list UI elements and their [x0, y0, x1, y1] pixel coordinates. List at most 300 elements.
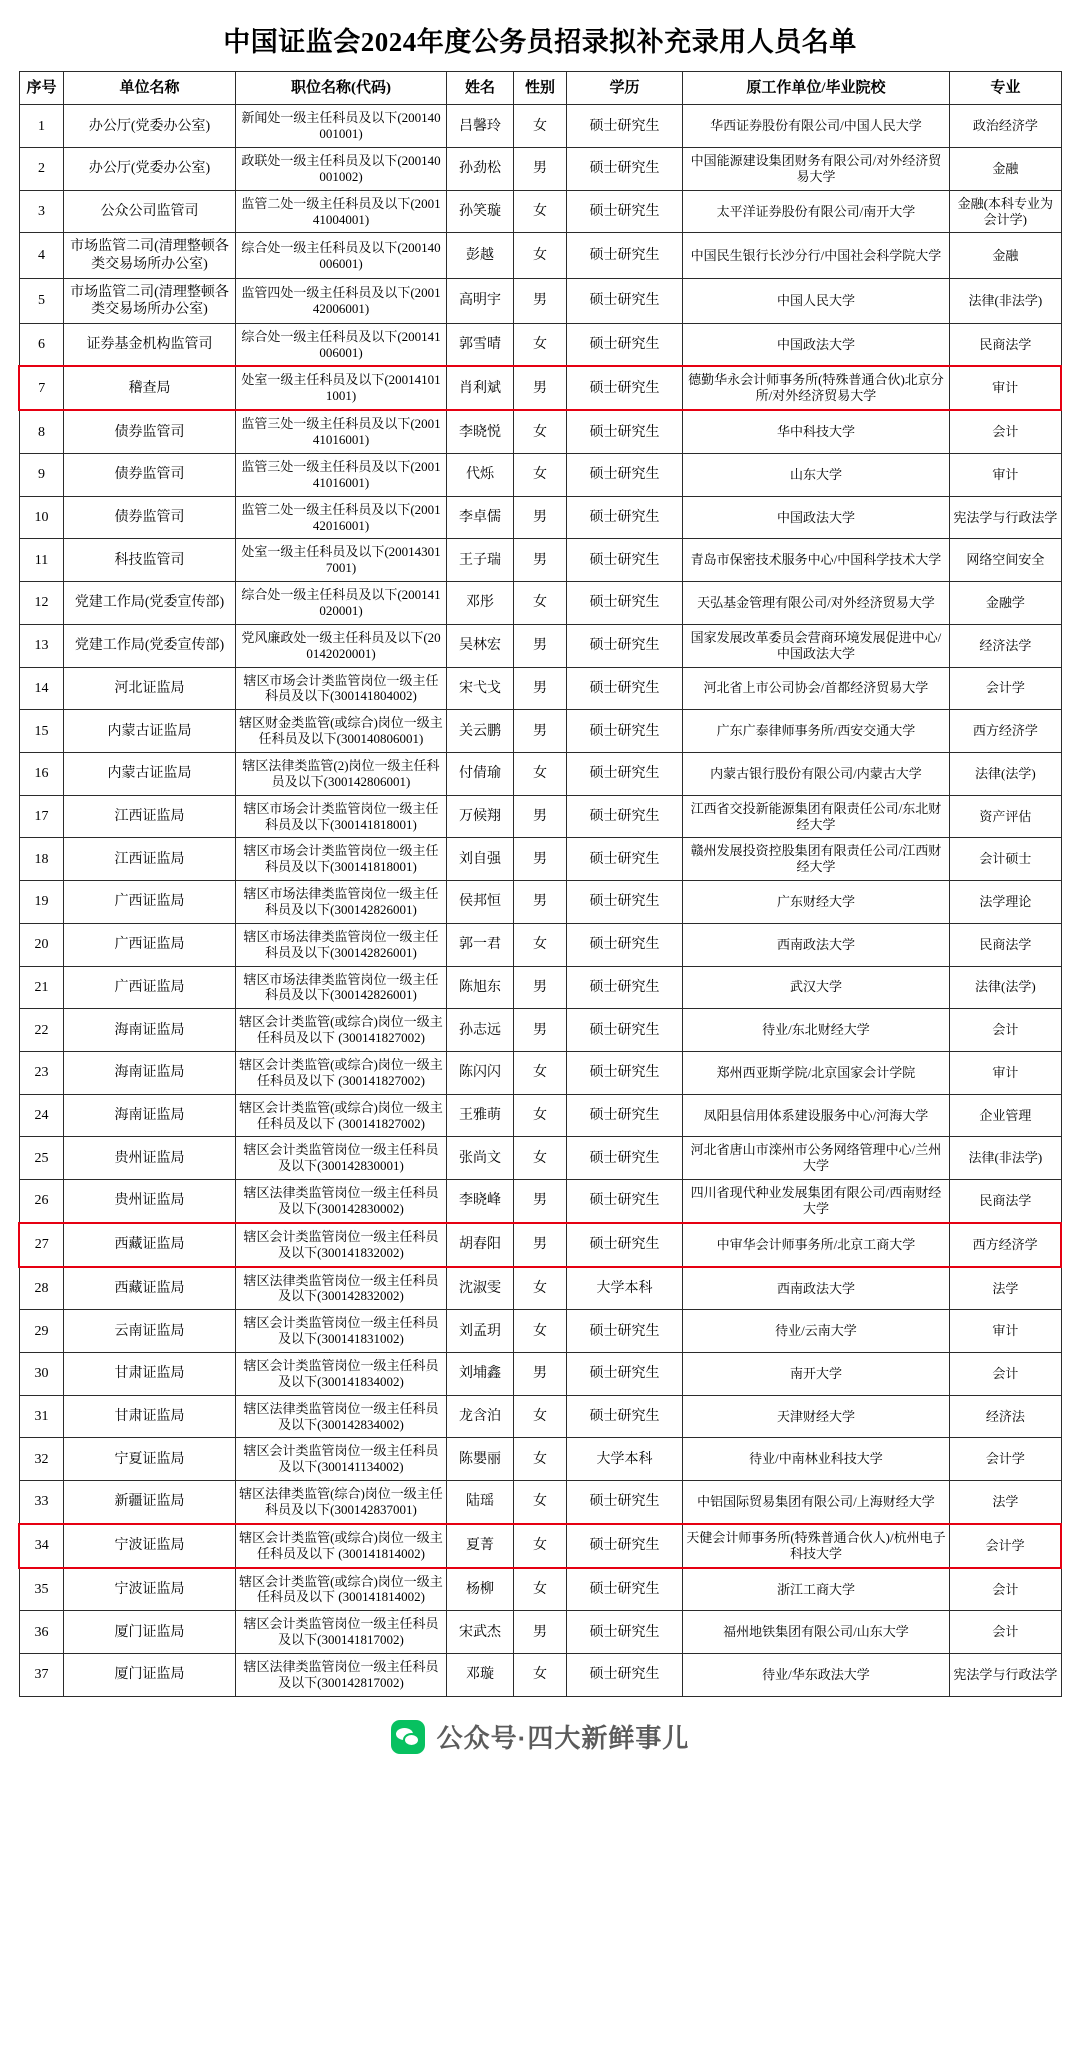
cell-post: 监管三处一级主任科员及以下(200141016001) [235, 453, 447, 496]
cell-gender: 男 [513, 1353, 566, 1396]
cell-gender: 男 [513, 148, 566, 191]
cell-organization: 天健会计师事务所(特殊普通合伙人)/杭州电子科技大学 [682, 1524, 949, 1568]
cell-unit: 广西证监局 [64, 923, 235, 966]
cell-post: 辖区会计类监管(或综合)岗位一级主任科员及以下 (300141827002) [235, 1094, 447, 1137]
cell-major: 会计学 [950, 1524, 1061, 1568]
table-row [19, 1481, 1061, 1524]
cell-post: 辖区会计类监管(或综合)岗位一级主任科员及以下 (300141827002) [235, 1009, 447, 1052]
table-row [19, 233, 1061, 278]
cell-education: 硕士研究生 [567, 105, 683, 148]
table-row [19, 624, 1061, 667]
cell-index: 2 [19, 148, 64, 191]
cell-major: 民商法学 [950, 923, 1061, 966]
cell-index: 30 [19, 1353, 64, 1396]
cell-education: 硕士研究生 [567, 453, 683, 496]
cell-gender: 男 [513, 496, 566, 539]
wechat-icon [391, 1720, 425, 1754]
column-header-unit: 单位名称 [64, 72, 235, 105]
cell-name: 代烁 [447, 453, 513, 496]
cell-education: 硕士研究生 [567, 667, 683, 710]
cell-gender: 男 [513, 539, 566, 582]
cell-major: 审计 [950, 453, 1061, 496]
table-row [19, 496, 1061, 539]
cell-education: 硕士研究生 [567, 366, 683, 410]
watermark-footer [18, 1701, 1062, 1773]
cell-major: 金融 [950, 233, 1061, 278]
cell-index: 20 [19, 923, 64, 966]
cell-gender: 男 [513, 624, 566, 667]
cell-post: 辖区市场法律类监管岗位一级主任科员及以下(300142826001) [235, 923, 447, 966]
cell-unit: 厦门证监局 [64, 1611, 235, 1654]
table-row [19, 1009, 1061, 1052]
cell-education: 硕士研究生 [567, 1353, 683, 1396]
cell-organization: 广东广泰律师事务所/西安交通大学 [682, 710, 949, 753]
cell-unit: 办公厅(党委办公室) [64, 148, 235, 191]
cell-name: 宋武杰 [447, 1611, 513, 1654]
cell-education: 硕士研究生 [567, 190, 683, 233]
cell-post: 监管二处一级主任科员及以下(200141004001) [235, 190, 447, 233]
cell-gender: 女 [513, 323, 566, 366]
cell-education: 硕士研究生 [567, 1310, 683, 1353]
cell-unit: 贵州证监局 [64, 1180, 235, 1223]
cell-education: 硕士研究生 [567, 323, 683, 366]
cell-name: 刘自强 [447, 838, 513, 881]
cell-organization: 凤阳县信用体系建设服务中心/河海大学 [682, 1094, 949, 1137]
cell-organization: 中国政法大学 [682, 496, 949, 539]
cell-index: 25 [19, 1137, 64, 1180]
cell-gender: 女 [513, 1524, 566, 1568]
cell-organization: 内蒙古银行股份有限公司/内蒙古大学 [682, 752, 949, 795]
cell-post: 处室一级主任科员及以下(200143017001) [235, 539, 447, 582]
cell-major: 金融(本科专业为会计学) [950, 190, 1061, 233]
cell-post: 政联处一级主任科员及以下(200140001002) [235, 148, 447, 191]
table-row [19, 366, 1061, 410]
cell-major: 法律(法学) [950, 752, 1061, 795]
cell-education: 硕士研究生 [567, 233, 683, 278]
cell-organization: 河北省上市公司协会/首都经济贸易大学 [682, 667, 949, 710]
cell-major: 法律(非法学) [950, 1137, 1061, 1180]
cell-post: 辖区法律类监管岗位一级主任科员及以下(300142830002) [235, 1180, 447, 1223]
cell-organization: 青岛市保密技术服务中心/中国科学技术大学 [682, 539, 949, 582]
cell-gender: 女 [513, 1395, 566, 1438]
page-title: 中国证监会2024年度公务员招录拟补充录用人员名单 [223, 27, 857, 57]
cell-index: 23 [19, 1051, 64, 1094]
cell-gender: 男 [513, 1223, 566, 1267]
table-row [19, 1223, 1061, 1267]
cell-major: 西方经济学 [950, 710, 1061, 753]
cell-major: 宪法学与行政法学 [950, 496, 1061, 539]
cell-index: 27 [19, 1223, 64, 1267]
cell-major: 会计 [950, 1611, 1061, 1654]
cell-post: 辖区会计类监管岗位一级主任科员及以下(300141831002) [235, 1310, 447, 1353]
table-row [19, 105, 1061, 148]
cell-gender: 男 [513, 966, 566, 1009]
table-row [19, 582, 1061, 625]
roster-table-body [19, 105, 1061, 1696]
cell-gender: 男 [513, 366, 566, 410]
cell-major: 会计学 [950, 667, 1061, 710]
table-row [19, 1568, 1061, 1611]
cell-organization: 武汉大学 [682, 966, 949, 1009]
cell-name: 张尚文 [447, 1137, 513, 1180]
cell-organization: 太平洋证券股份有限公司/南开大学 [682, 190, 949, 233]
cell-education: 大学本科 [567, 1267, 683, 1310]
cell-unit: 贵州证监局 [64, 1137, 235, 1180]
cell-post: 辖区法律类监管岗位一级主任科员及以下(300142832002) [235, 1267, 447, 1310]
cell-unit: 甘肃证监局 [64, 1353, 235, 1396]
cell-index: 19 [19, 881, 64, 924]
cell-organization: 华西证券股份有限公司/中国人民大学 [682, 105, 949, 148]
cell-gender: 女 [513, 1438, 566, 1481]
cell-gender: 男 [513, 795, 566, 838]
cell-gender: 女 [513, 1137, 566, 1180]
cell-index: 5 [19, 278, 64, 323]
cell-unit: 债券监管司 [64, 453, 235, 496]
table-row [19, 1180, 1061, 1223]
cell-name: 万候翔 [447, 795, 513, 838]
table-row [19, 923, 1061, 966]
cell-education: 硕士研究生 [567, 1654, 683, 1697]
cell-post: 综合处一级主任科员及以下(200140006001) [235, 233, 447, 278]
cell-name: 陈嬰丽 [447, 1438, 513, 1481]
cell-major: 法学理论 [950, 881, 1061, 924]
cell-post: 辖区市场会计类监管岗位一级主任科员及以下(300141818001) [235, 838, 447, 881]
cell-name: 龙含泊 [447, 1395, 513, 1438]
cell-gender: 女 [513, 1051, 566, 1094]
cell-unit: 内蒙古证监局 [64, 752, 235, 795]
cell-name: 夏菁 [447, 1524, 513, 1568]
cell-name: 侯邦恒 [447, 881, 513, 924]
cell-name: 关云鹏 [447, 710, 513, 753]
cell-unit: 党建工作局(党委宣传部) [64, 582, 235, 625]
cell-organization: 福州地铁集团有限公司/山东大学 [682, 1611, 949, 1654]
cell-index: 24 [19, 1094, 64, 1137]
column-header-gender: 性别 [513, 72, 566, 105]
cell-major: 网络空间安全 [950, 539, 1061, 582]
cell-education: 硕士研究生 [567, 582, 683, 625]
cell-post: 辖区会计类监管(或综合)岗位一级主任科员及以下 (300141814002) [235, 1568, 447, 1611]
watermark-text: 公众号·四大新鲜事儿 [436, 1723, 690, 1754]
table-row [19, 278, 1061, 323]
cell-name: 郭雪晴 [447, 323, 513, 366]
cell-education: 硕士研究生 [567, 1094, 683, 1137]
table-row [19, 752, 1061, 795]
cell-unit: 广西证监局 [64, 881, 235, 924]
cell-unit: 海南证监局 [64, 1051, 235, 1094]
table-row [19, 1353, 1061, 1396]
cell-organization: 待业/东北财经大学 [682, 1009, 949, 1052]
cell-gender: 女 [513, 582, 566, 625]
cell-education: 硕士研究生 [567, 1481, 683, 1524]
cell-post: 辖区会计类监管岗位一级主任科员及以下(300141834002) [235, 1353, 447, 1396]
cell-gender: 男 [513, 1611, 566, 1654]
cell-unit: 广西证监局 [64, 966, 235, 1009]
table-row [19, 1438, 1061, 1481]
cell-organization: 广东财经大学 [682, 881, 949, 924]
table-row [19, 1051, 1061, 1094]
cell-post: 辖区法律类监管岗位一级主任科员及以下(300142817002) [235, 1654, 447, 1697]
cell-unit: 办公厅(党委办公室) [64, 105, 235, 148]
cell-gender: 女 [513, 1654, 566, 1697]
cell-major: 西方经济学 [950, 1223, 1061, 1267]
cell-index: 29 [19, 1310, 64, 1353]
cell-index: 31 [19, 1395, 64, 1438]
cell-education: 硕士研究生 [567, 838, 683, 881]
column-header-organization: 原工作单位/毕业院校 [682, 72, 949, 105]
cell-index: 13 [19, 624, 64, 667]
cell-major: 宪法学与行政法学 [950, 1654, 1061, 1697]
cell-post: 辖区会计类监管(或综合)岗位一级主任科员及以下 (300141827002) [235, 1051, 447, 1094]
cell-post: 辖区会计类监管岗位一级主任科员及以下(300141134002) [235, 1438, 447, 1481]
cell-major: 会计 [950, 1353, 1061, 1396]
cell-unit: 稽查局 [64, 366, 235, 410]
cell-index: 15 [19, 710, 64, 753]
table-row [19, 1267, 1061, 1310]
cell-major: 民商法学 [950, 323, 1061, 366]
cell-name: 陆瑶 [447, 1481, 513, 1524]
cell-gender: 男 [513, 1180, 566, 1223]
cell-unit: 西藏证监局 [64, 1223, 235, 1267]
cell-major: 审计 [950, 366, 1061, 410]
cell-education: 硕士研究生 [567, 1180, 683, 1223]
cell-unit: 党建工作局(党委宣传部) [64, 624, 235, 667]
cell-gender: 男 [513, 710, 566, 753]
cell-major: 经济法学 [950, 624, 1061, 667]
cell-gender: 女 [513, 105, 566, 148]
cell-major: 经济法 [950, 1395, 1061, 1438]
cell-organization: 中国人民大学 [682, 278, 949, 323]
cell-name: 陈旭东 [447, 966, 513, 1009]
cell-education: 硕士研究生 [567, 1137, 683, 1180]
table-row [19, 838, 1061, 881]
cell-organization: 西南政法大学 [682, 1267, 949, 1310]
cell-name: 李卓儒 [447, 496, 513, 539]
cell-name: 吕馨玲 [447, 105, 513, 148]
cell-unit: 债券监管司 [64, 410, 235, 453]
cell-name: 孙劲松 [447, 148, 513, 191]
cell-organization: 江西省交投新能源集团有限责任公司/东北财经大学 [682, 795, 949, 838]
cell-gender: 女 [513, 752, 566, 795]
cell-name: 吴林宏 [447, 624, 513, 667]
cell-index: 6 [19, 323, 64, 366]
cell-major: 会计 [950, 1568, 1061, 1611]
cell-name: 高明宇 [447, 278, 513, 323]
table-row [19, 539, 1061, 582]
cell-gender: 女 [513, 453, 566, 496]
cell-index: 37 [19, 1654, 64, 1697]
cell-post: 辖区法律类监管岗位一级主任科员及以下(300142834002) [235, 1395, 447, 1438]
cell-index: 33 [19, 1481, 64, 1524]
cell-education: 硕士研究生 [567, 1223, 683, 1267]
cell-name: 王子瑞 [447, 539, 513, 582]
cell-education: 硕士研究生 [567, 923, 683, 966]
cell-organization: 待业/云南大学 [682, 1310, 949, 1353]
cell-post: 处室一级主任科员及以下(200141011001) [235, 366, 447, 410]
cell-gender: 女 [513, 410, 566, 453]
cell-major: 法律(非法学) [950, 278, 1061, 323]
cell-education: 硕士研究生 [567, 795, 683, 838]
cell-name: 郭一君 [447, 923, 513, 966]
cell-education: 硕士研究生 [567, 410, 683, 453]
cell-education: 硕士研究生 [567, 1009, 683, 1052]
cell-unit: 市场监管二司(清理整顿各类交易场所办公室) [64, 233, 235, 278]
cell-organization: 郑州西亚斯学院/北京国家会计学院 [682, 1051, 949, 1094]
table-row [19, 966, 1061, 1009]
table-header-row [19, 72, 1061, 105]
cell-organization: 德勤华永会计师事务所(特殊普通合伙)北京分所/对外经济贸易大学 [682, 366, 949, 410]
cell-unit: 海南证监局 [64, 1009, 235, 1052]
table-row [19, 323, 1061, 366]
cell-unit: 公众公司监管司 [64, 190, 235, 233]
cell-index: 4 [19, 233, 64, 278]
table-row [19, 1524, 1061, 1568]
cell-education: 硕士研究生 [567, 1051, 683, 1094]
cell-post: 党风廉政处一级主任科员及以下(200142020001) [235, 624, 447, 667]
cell-index: 17 [19, 795, 64, 838]
cell-unit: 科技监管司 [64, 539, 235, 582]
cell-unit: 江西证监局 [64, 838, 235, 881]
column-header-index: 序号 [19, 72, 64, 105]
cell-name: 陈闪闪 [447, 1051, 513, 1094]
cell-major: 法学 [950, 1267, 1061, 1310]
cell-index: 9 [19, 453, 64, 496]
cell-post: 辖区市场会计类监管岗位一级主任科员及以下(300141804002) [235, 667, 447, 710]
cell-organization: 中铝国际贸易集团有限公司/上海财经大学 [682, 1481, 949, 1524]
cell-index: 11 [19, 539, 64, 582]
cell-education: 硕士研究生 [567, 1395, 683, 1438]
column-header-name: 姓名 [447, 72, 513, 105]
roster-table [18, 71, 1062, 1697]
cell-name: 肖利斌 [447, 366, 513, 410]
cell-education: 硕士研究生 [567, 752, 683, 795]
cell-organization: 待业/华东政法大学 [682, 1654, 949, 1697]
cell-unit: 甘肃证监局 [64, 1395, 235, 1438]
cell-major: 审计 [950, 1310, 1061, 1353]
cell-post: 辖区会计类监管岗位一级主任科员及以下(300141817002) [235, 1611, 447, 1654]
cell-index: 1 [19, 105, 64, 148]
table-row [19, 190, 1061, 233]
cell-index: 32 [19, 1438, 64, 1481]
cell-index: 16 [19, 752, 64, 795]
cell-major: 金融 [950, 148, 1061, 191]
cell-index: 7 [19, 366, 64, 410]
cell-gender: 女 [513, 1094, 566, 1137]
cell-post: 监管二处一级主任科员及以下(200142016001) [235, 496, 447, 539]
cell-post: 辖区市场会计类监管岗位一级主任科员及以下(300141818001) [235, 795, 447, 838]
cell-post: 辖区会计类监管岗位一级主任科员及以下(300141832002) [235, 1223, 447, 1267]
table-row [19, 453, 1061, 496]
cell-education: 硕士研究生 [567, 966, 683, 1009]
cell-unit: 西藏证监局 [64, 1267, 235, 1310]
cell-education: 硕士研究生 [567, 1568, 683, 1611]
cell-index: 36 [19, 1611, 64, 1654]
cell-major: 会计 [950, 1009, 1061, 1052]
cell-organization: 四川省现代种业发展集团有限公司/西南财经大学 [682, 1180, 949, 1223]
cell-major: 会计 [950, 410, 1061, 453]
table-row [19, 881, 1061, 924]
cell-post: 辖区财金类监管(或综合)岗位一级主任科员及以下(300140806001) [235, 710, 447, 753]
cell-gender: 女 [513, 1267, 566, 1310]
cell-unit: 市场监管二司(清理整顿各类交易场所办公室) [64, 278, 235, 323]
cell-index: 28 [19, 1267, 64, 1310]
cell-name: 刘埔鑫 [447, 1353, 513, 1396]
cell-name: 孙笑璇 [447, 190, 513, 233]
cell-name: 彭越 [447, 233, 513, 278]
cell-index: 18 [19, 838, 64, 881]
cell-name: 邓彤 [447, 582, 513, 625]
cell-education: 硕士研究生 [567, 710, 683, 753]
cell-major: 政治经济学 [950, 105, 1061, 148]
cell-major: 审计 [950, 1051, 1061, 1094]
table-row [19, 148, 1061, 191]
cell-post: 综合处一级主任科员及以下(200141020001) [235, 582, 447, 625]
table-row [19, 795, 1061, 838]
cell-organization: 天弘基金管理有限公司/对外经济贸易大学 [682, 582, 949, 625]
cell-unit: 厦门证监局 [64, 1654, 235, 1697]
cell-organization: 华中科技大学 [682, 410, 949, 453]
cell-name: 沈淑雯 [447, 1267, 513, 1310]
cell-index: 34 [19, 1524, 64, 1568]
cell-unit: 证券基金机构监管司 [64, 323, 235, 366]
cell-gender: 女 [513, 1481, 566, 1524]
table-row [19, 1654, 1061, 1697]
table-row [19, 1137, 1061, 1180]
cell-major: 民商法学 [950, 1180, 1061, 1223]
cell-unit: 宁波证监局 [64, 1568, 235, 1611]
cell-index: 35 [19, 1568, 64, 1611]
cell-index: 26 [19, 1180, 64, 1223]
cell-name: 邓璇 [447, 1654, 513, 1697]
cell-organization: 中审华会计师事务所/北京工商大学 [682, 1223, 949, 1267]
cell-gender: 男 [513, 278, 566, 323]
cell-unit: 新疆证监局 [64, 1481, 235, 1524]
cell-gender: 女 [513, 1568, 566, 1611]
cell-education: 硕士研究生 [567, 881, 683, 924]
cell-unit: 债券监管司 [64, 496, 235, 539]
cell-name: 李晓峰 [447, 1180, 513, 1223]
cell-post: 辖区法律类监管(2)岗位一级主任科员及以下(300142806001) [235, 752, 447, 795]
cell-post: 监管三处一级主任科员及以下(200141016001) [235, 410, 447, 453]
cell-post: 辖区会计类监管(或综合)岗位一级主任科员及以下 (300141814002) [235, 1524, 447, 1568]
cell-organization: 河北省唐山市滦州市公务网络管理中心/兰州大学 [682, 1137, 949, 1180]
cell-post: 监管四处一级主任科员及以下(200142006001) [235, 278, 447, 323]
cell-name: 胡春阳 [447, 1223, 513, 1267]
cell-gender: 男 [513, 1009, 566, 1052]
cell-post: 辖区法律类监管(综合)岗位一级主任科员及以下(300142837001) [235, 1481, 447, 1524]
cell-name: 刘孟玥 [447, 1310, 513, 1353]
table-row [19, 1395, 1061, 1438]
cell-organization: 浙江工商大学 [682, 1568, 949, 1611]
cell-name: 宋弋戈 [447, 667, 513, 710]
cell-major: 会计硕士 [950, 838, 1061, 881]
cell-education: 硕士研究生 [567, 1524, 683, 1568]
cell-post: 新闻处一级主任科员及以下(200140001001) [235, 105, 447, 148]
cell-organization: 中国民生银行长沙分行/中国社会科学院大学 [682, 233, 949, 278]
column-header-education: 学历 [567, 72, 683, 105]
cell-organization: 国家发展改革委员会营商环境发展促进中心/中国政法大学 [682, 624, 949, 667]
cell-name: 王雅萌 [447, 1094, 513, 1137]
cell-name: 孙志远 [447, 1009, 513, 1052]
cell-education: 硕士研究生 [567, 278, 683, 323]
cell-name: 杨柳 [447, 1568, 513, 1611]
table-row [19, 710, 1061, 753]
cell-index: 21 [19, 966, 64, 1009]
cell-unit: 云南证监局 [64, 1310, 235, 1353]
cell-education: 大学本科 [567, 1438, 683, 1481]
cell-index: 22 [19, 1009, 64, 1052]
cell-organization: 天津财经大学 [682, 1395, 949, 1438]
cell-name: 付倩瑜 [447, 752, 513, 795]
